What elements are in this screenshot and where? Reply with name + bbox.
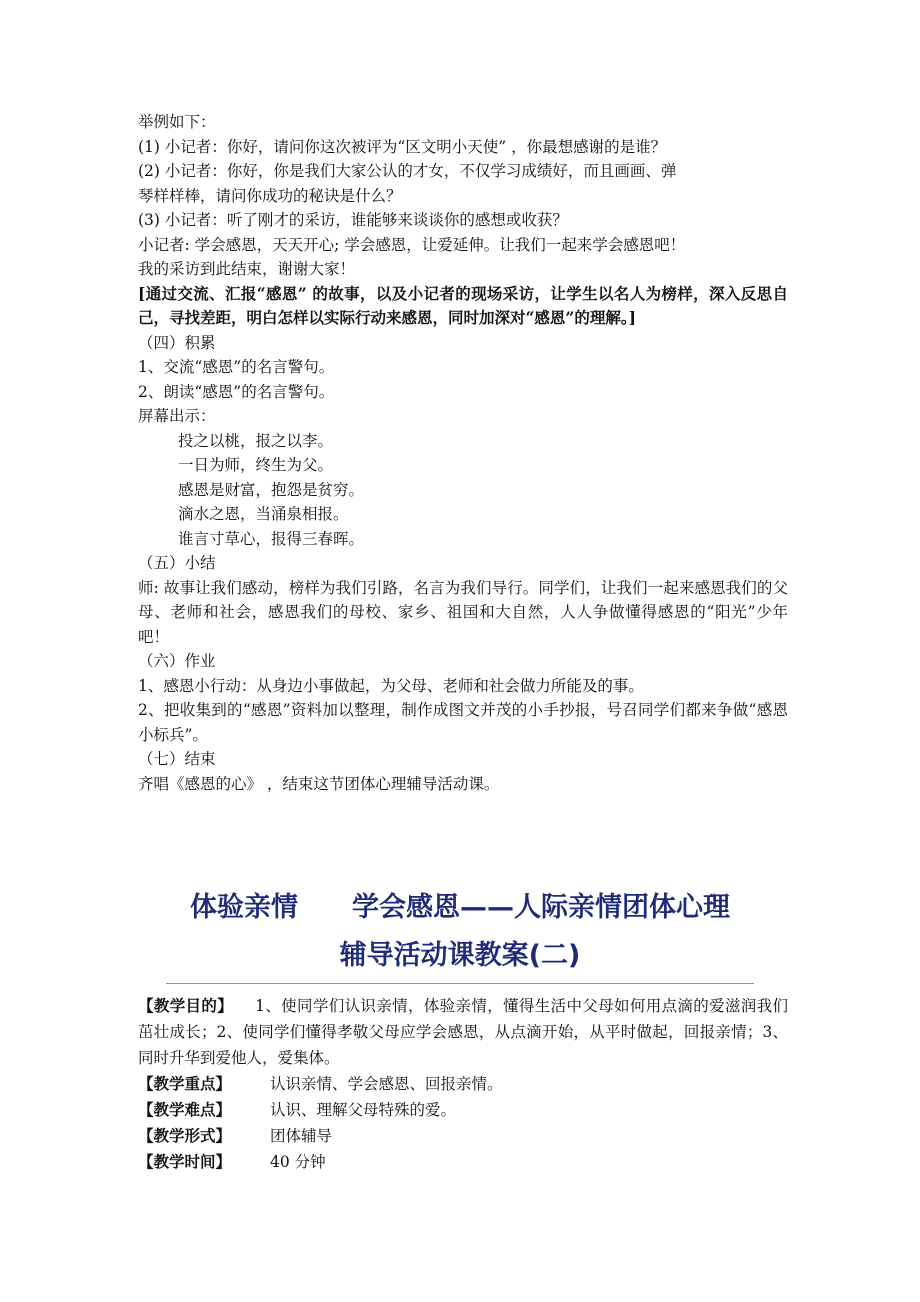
section-4-heading: （四）积累 xyxy=(138,333,216,352)
teaching-difficulty-label: 【教学难点】 xyxy=(138,1100,232,1119)
section-6-item-1: 1、感恩小行动：从身边小事做起，为父母、老师和社会做力所能及的事。 xyxy=(138,676,644,695)
teaching-time-row xyxy=(138,1149,788,1175)
section-6-heading: （六）作业 xyxy=(138,652,216,670)
section-6-item-2: 2、把收集到的“感恩”资料加以整理，制作成图文并茂的小手抄报，号召同学们都来争做“感恩小标兵”。 xyxy=(138,701,788,744)
section-5-heading: （五）小结 xyxy=(138,554,216,572)
teaching-form-text: 团体辅导 xyxy=(270,1127,333,1145)
quote-line: 感恩是财富，抱怨是贫穷。 xyxy=(178,480,365,499)
teaching-goal-label: 【教学目的】 xyxy=(138,996,234,1015)
screen-display-label: 屏幕出示： xyxy=(138,407,216,425)
teaching-time-text: 40 分钟 xyxy=(270,1153,326,1171)
lesson-title-line1: 体验亲情 学会感恩——人际亲情团体心理 xyxy=(190,892,730,923)
teaching-difficulty-row xyxy=(138,1097,788,1123)
interview-question-2-line1: (2) 小记者：你好，你是我们大家公认的才女，不仅学习成绩好，而且画画、弹 xyxy=(138,162,677,180)
reporter-closing-1: 小记者: 学会感恩，天天开心; 学会感恩，让爱延伸。让我们一起来学会感恩吧！ xyxy=(138,235,686,254)
section-4-item-1: 1、交流“感恩”的名言警句。 xyxy=(138,358,335,376)
teaching-note: [通过交流、汇报“感恩” 的故事，以及小记者的现场采访，让学生以名人为榜样，深入反思自己，寻找差距，明白怎样以实际行动来感恩，同时加深对“感恩”的理解。] xyxy=(138,283,788,327)
teaching-form-label: 【教学形式】 xyxy=(138,1126,232,1145)
teaching-difficulty-text: 认识、理解父母特殊的爱。 xyxy=(270,1101,457,1119)
section-7-text: 齐唱《感恩的心》 ，结束这节团体心理辅导活动课。 xyxy=(138,774,500,793)
teaching-goal-text: 1、使同学们认识亲情，体验亲情，懂得生活中父母如何用点滴的爱滋润我们茁壮成长；2、使同学们懂得孝敬父母应学会感恩，从点滴开始，从平时做起，回报亲情；3、同时升华到爱他人，爱集体。 xyxy=(138,997,788,1067)
reporter-closing-2: 我的采访到此结束，谢谢大家！ xyxy=(138,260,356,278)
section-7-heading: （七）结束 xyxy=(138,750,216,768)
teaching-focus-row xyxy=(138,1071,788,1097)
title-divider xyxy=(166,983,754,984)
teaching-form-row xyxy=(138,1123,788,1149)
quote-line: 谁言寸草心，报得三春晖。 xyxy=(178,529,365,548)
lesson-info xyxy=(138,993,788,1175)
section-5-text: 师: 故事让我们感动，榜样为我们引路，名言为我们导行。同学们，让我们一起来感恩我们的父母、老师和社会，感恩我们的母校、家乡、祖国和大自然，人人争做懂得感恩的“阳光”少年吧！ xyxy=(138,578,788,646)
teaching-focus-label: 【教学重点】 xyxy=(138,1074,232,1093)
quote-line: 投之以桃，报之以李。 xyxy=(178,431,334,450)
teaching-focus-text: 认识亲情、学会感恩、回报亲情。 xyxy=(270,1075,503,1093)
teaching-time-label: 【教学时间】 xyxy=(138,1152,232,1171)
interview-question-1: (1) 小记者：你好，请问你这次被评为“区文明小天使” ，你最想感谢的是谁？ xyxy=(138,137,667,156)
teaching-goal-row xyxy=(138,993,788,1071)
document-body xyxy=(138,110,788,796)
interview-question-2-line2: 琴样样棒，请问你成功的秘诀是什么？ xyxy=(138,186,402,205)
section-4-item-2: 2、朗读“感恩”的名言警句。 xyxy=(138,382,335,401)
intro-line: 举例如下： xyxy=(138,113,216,131)
lesson-title-line2: 辅导活动课教案(二) xyxy=(339,940,581,971)
interview-question-3: (3) 小记者：听了刚才的采访，谁能够来谈谈你的感想或收获？ xyxy=(138,211,568,229)
quote-line: 一日为师，终生为父。 xyxy=(178,456,334,474)
quote-line: 滴水之恩，当涌泉相报。 xyxy=(178,505,349,523)
